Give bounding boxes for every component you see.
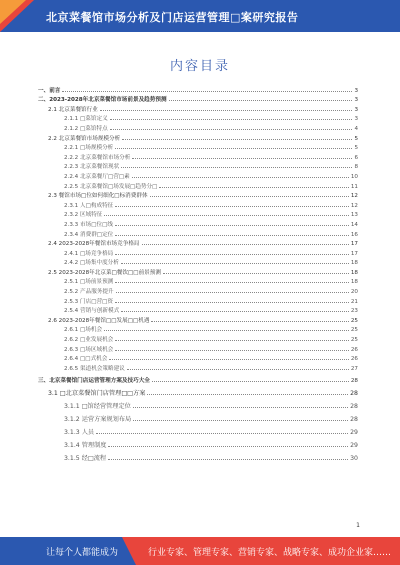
- toc-entry-label: 2.4 2023-2028年餐馆市场竞争格局: [48, 241, 140, 248]
- toc-entry-label: 2.1 北京菜餐馆行业: [48, 106, 98, 113]
- toc-leader-dots: [133, 407, 348, 408]
- toc-leader-dots: [104, 330, 349, 331]
- toc-entry[interactable]: [38, 209, 358, 219]
- footer-red-badge: [136, 537, 400, 565]
- toc-entry[interactable]: [38, 343, 358, 353]
- toc-entry[interactable]: [38, 305, 358, 315]
- toc-entry[interactable]: [38, 180, 358, 190]
- toc-leader-dots: [100, 110, 353, 111]
- toc-entry-label: 2.1.2 □菜馆特点: [64, 125, 108, 132]
- toc-entry[interactable]: [38, 397, 358, 410]
- header-band: [0, 0, 400, 32]
- toc-leader-dots: [133, 420, 348, 421]
- toc-entry[interactable]: [38, 436, 358, 449]
- toc-entry-page: 14: [350, 221, 358, 228]
- toc-entry-page: 16: [350, 231, 358, 238]
- header-title: 北京菜餐馆市场分析及门店运营管理□案研究报告: [46, 11, 299, 24]
- toc-entry[interactable]: [38, 266, 358, 276]
- toc-leader-dots: [150, 196, 349, 197]
- toc-entry[interactable]: [38, 170, 358, 180]
- toc-entry-page: 5: [354, 145, 358, 152]
- toc-entry-label: 2.6.4 □□式机会: [64, 356, 108, 363]
- toc-entry-page: 25: [350, 327, 358, 334]
- toc-entry[interactable]: [38, 384, 358, 397]
- toc-entry[interactable]: [38, 449, 358, 462]
- toc-entry-page: 12: [350, 193, 358, 200]
- toc-entry[interactable]: [38, 257, 358, 267]
- toc-entry-page: 25: [350, 317, 358, 324]
- toc-entry-page: 29: [350, 429, 358, 437]
- toc-entry-label: 2.2.4 北京菜餐厅□营□素: [64, 173, 130, 180]
- toc-leader-dots: [121, 263, 349, 264]
- toc-leader-dots: [169, 100, 353, 101]
- page-number: 1: [356, 522, 360, 529]
- toc-leader-dots: [108, 459, 348, 460]
- toc-entry-page: 10: [350, 173, 358, 180]
- toc-entry-page: 18: [350, 260, 358, 267]
- toc-entry-label: 2.6 2023-2028年餐馆□□发展□□机遇: [48, 317, 150, 324]
- toc-entry-label: 3.1.1 □馆经营管理定位: [64, 403, 131, 411]
- toc-leader-dots: [147, 394, 348, 395]
- toc-entry-page: 18: [350, 269, 358, 276]
- toc-entry-label: 2.5.2 产品服务提升: [64, 289, 114, 296]
- toc-entry-label: 2.3.3 市场□位□线: [64, 221, 113, 228]
- toc-entry-label: 3.1.3 人员: [64, 429, 95, 437]
- toc-entry-label: 3.1.5 经□流程: [64, 455, 107, 463]
- toc-entry[interactable]: [38, 94, 358, 104]
- toc-entry-page: 3: [354, 87, 358, 94]
- toc-entry-label: 2.5.1 □场前景预测: [64, 279, 114, 286]
- toc-entry[interactable]: [38, 362, 358, 372]
- toc-entry-label: 3.1.4 管理制度: [64, 442, 107, 450]
- toc-entry-page: 8: [354, 164, 358, 171]
- toc-entry[interactable]: [38, 151, 358, 161]
- toc-entry-page: 18: [350, 279, 358, 286]
- toc-entry-page: 11: [350, 183, 358, 190]
- toc-entry[interactable]: [38, 228, 358, 238]
- toc-entry-page: 28: [350, 403, 358, 411]
- toc-entry-page: 28: [350, 390, 358, 398]
- toc-entry[interactable]: [38, 161, 358, 171]
- toc-leader-dots: [115, 225, 349, 226]
- toc-leader-dots: [159, 187, 348, 188]
- toc-leader-dots: [163, 273, 349, 274]
- toc-entry-label: 2.5.4 营销与创新模式: [64, 308, 120, 315]
- toc-entry-label: 三、北京菜餐馆门店运营管理方案及技巧大全: [38, 378, 150, 385]
- toc-leader-dots: [122, 139, 352, 140]
- toc-entry-label: 2.4.1 □场竞争格局: [64, 250, 114, 257]
- toc-entry-page: 27: [350, 365, 358, 372]
- toc-entry[interactable]: [38, 238, 358, 248]
- toc-entry[interactable]: [38, 190, 358, 200]
- table-of-contents: [38, 84, 358, 462]
- toc-entry-label: 2.2.2 北京菜餐馆市场分析: [64, 154, 131, 161]
- toc-leader-dots: [132, 158, 352, 159]
- toc-entry-label: 二、2023-2028年北京菜餐馆市场前景及趋势预测: [38, 97, 167, 104]
- toc-leader-dots: [115, 235, 349, 236]
- toc-entry-page: 3: [354, 116, 358, 123]
- toc-entry-page: 28: [350, 416, 358, 424]
- toc-entry-label: 2.6.5 渠道机会策略建议: [64, 365, 125, 372]
- toc-leader-dots: [151, 321, 348, 322]
- toc-entry-label: 2.2.3 北京菜餐馆现状: [64, 164, 120, 171]
- toc-entry-page: 26: [350, 346, 358, 353]
- toc-leader-dots: [110, 129, 353, 130]
- toc-entry-page: 3: [354, 106, 358, 113]
- toc-leader-dots: [109, 359, 349, 360]
- toc-entry[interactable]: [38, 353, 358, 363]
- toc-leader-dots: [110, 119, 353, 120]
- toc-entry-page: 6: [354, 154, 358, 161]
- toc-entry[interactable]: [38, 333, 358, 343]
- toc-leader-dots: [115, 206, 349, 207]
- toc-entry[interactable]: [38, 375, 358, 385]
- toc-entry-label: 2.5 2023-2028年北京菜□餐饮□□前景预测: [48, 269, 161, 276]
- toc-leader-dots: [127, 369, 349, 370]
- footer-band: [0, 537, 400, 565]
- toc-entry-label: 2.3.2 区域特征: [64, 212, 103, 219]
- toc-leader-dots: [115, 302, 349, 303]
- toc-entry-label: 2.6.1 □场机会: [64, 327, 103, 334]
- toc-entry[interactable]: [38, 324, 358, 334]
- toc-leader-dots: [115, 340, 349, 341]
- toc-entry-page: 23: [350, 308, 358, 315]
- toc-entry-label: 2.2.1 □场规模分析: [64, 145, 114, 152]
- toc-leader-dots: [152, 381, 349, 382]
- toc-entry-page: 17: [350, 250, 358, 257]
- toc-leader-dots: [116, 292, 349, 293]
- toc-leader-dots: [121, 167, 352, 168]
- toc-entry-page: 21: [350, 298, 358, 305]
- toc-entry-page: 4: [354, 125, 358, 132]
- toc-entry-page: 3: [354, 97, 358, 104]
- toc-entry[interactable]: [38, 423, 358, 436]
- toc-leader-dots: [115, 282, 349, 283]
- footer-slogan-right: 行业专家、管理专家、营销专家、战略专家、成功企业家……: [148, 548, 392, 558]
- toc-entry[interactable]: [38, 276, 358, 286]
- toc-entry-label: 2.4.2 □场集中度分析: [64, 260, 119, 267]
- toc-entry-label: 2.3.4 消费群□定位: [64, 231, 114, 238]
- toc-entry-label: 2.3 餐馆市场□位如何细化□标消费群体: [48, 193, 148, 200]
- toc-entry-page: 12: [350, 202, 358, 209]
- toc-leader-dots: [115, 148, 352, 149]
- toc-entry-label: 2.5.3 门店□营□资: [64, 298, 113, 305]
- toc-entry-label: 2.3.1 人□构成特征: [64, 202, 114, 209]
- toc-entry-page: 30: [350, 455, 358, 463]
- toc-entry-label: 2.2.5 北京菜餐馆□场发展□趋势分□: [64, 183, 158, 190]
- toc-entry[interactable]: [38, 295, 358, 305]
- toc-entry-label: 2.2 北京菜餐馆市场规模分析: [48, 135, 121, 142]
- toc-entry[interactable]: [38, 410, 358, 423]
- toc-entry-label: 3.1 □北京菜餐馆门店管理□□方案: [48, 390, 146, 398]
- toc-entry-page: 13: [350, 212, 358, 219]
- toc-entry-page: 29: [350, 442, 358, 450]
- toc-title: 内容目录: [169, 59, 230, 74]
- toc-entry[interactable]: [38, 285, 358, 295]
- toc-leader-dots: [121, 311, 349, 312]
- toc-entry-label: 2.1.1 □菜馆定义: [64, 116, 108, 123]
- header-orange-corner: [0, 0, 26, 24]
- toc-entry[interactable]: [38, 314, 358, 324]
- toc-leader-dots: [62, 91, 352, 92]
- toc-entry-page: 26: [350, 356, 358, 363]
- toc-entry-page: 25: [350, 337, 358, 344]
- toc-entry-label: 一、前言: [38, 87, 61, 94]
- toc-entry-page: 5: [354, 135, 358, 142]
- toc-entry[interactable]: [38, 103, 358, 113]
- toc-entry[interactable]: [38, 247, 358, 257]
- toc-leader-dots: [132, 177, 349, 178]
- toc-leader-dots: [104, 215, 348, 216]
- toc-entry-page: 20: [350, 289, 358, 296]
- toc-entry[interactable]: [38, 84, 358, 94]
- toc-entry-label: 2.6.2 □业发展机会: [64, 337, 114, 344]
- toc-entry[interactable]: [38, 218, 358, 228]
- toc-entry-label: 2.6.3 □场区域机会: [64, 346, 114, 353]
- toc-entry[interactable]: [38, 113, 358, 123]
- toc-leader-dots: [96, 433, 348, 434]
- toc-entry[interactable]: [38, 132, 358, 142]
- toc-entry-label: 3.1.2 运营方案规划布局: [64, 416, 132, 424]
- toc-leader-dots: [108, 446, 348, 447]
- toc-entry[interactable]: [38, 142, 358, 152]
- toc-entry-page: 17: [350, 241, 358, 248]
- footer-slogan-left: 让每个人都能成为: [46, 548, 119, 558]
- toc-entry[interactable]: [38, 199, 358, 209]
- toc-entry[interactable]: [38, 122, 358, 132]
- toc-leader-dots: [115, 254, 349, 255]
- toc-entry-page: 28: [350, 378, 358, 385]
- toc-leader-dots: [115, 350, 349, 351]
- toc-leader-dots: [142, 244, 349, 245]
